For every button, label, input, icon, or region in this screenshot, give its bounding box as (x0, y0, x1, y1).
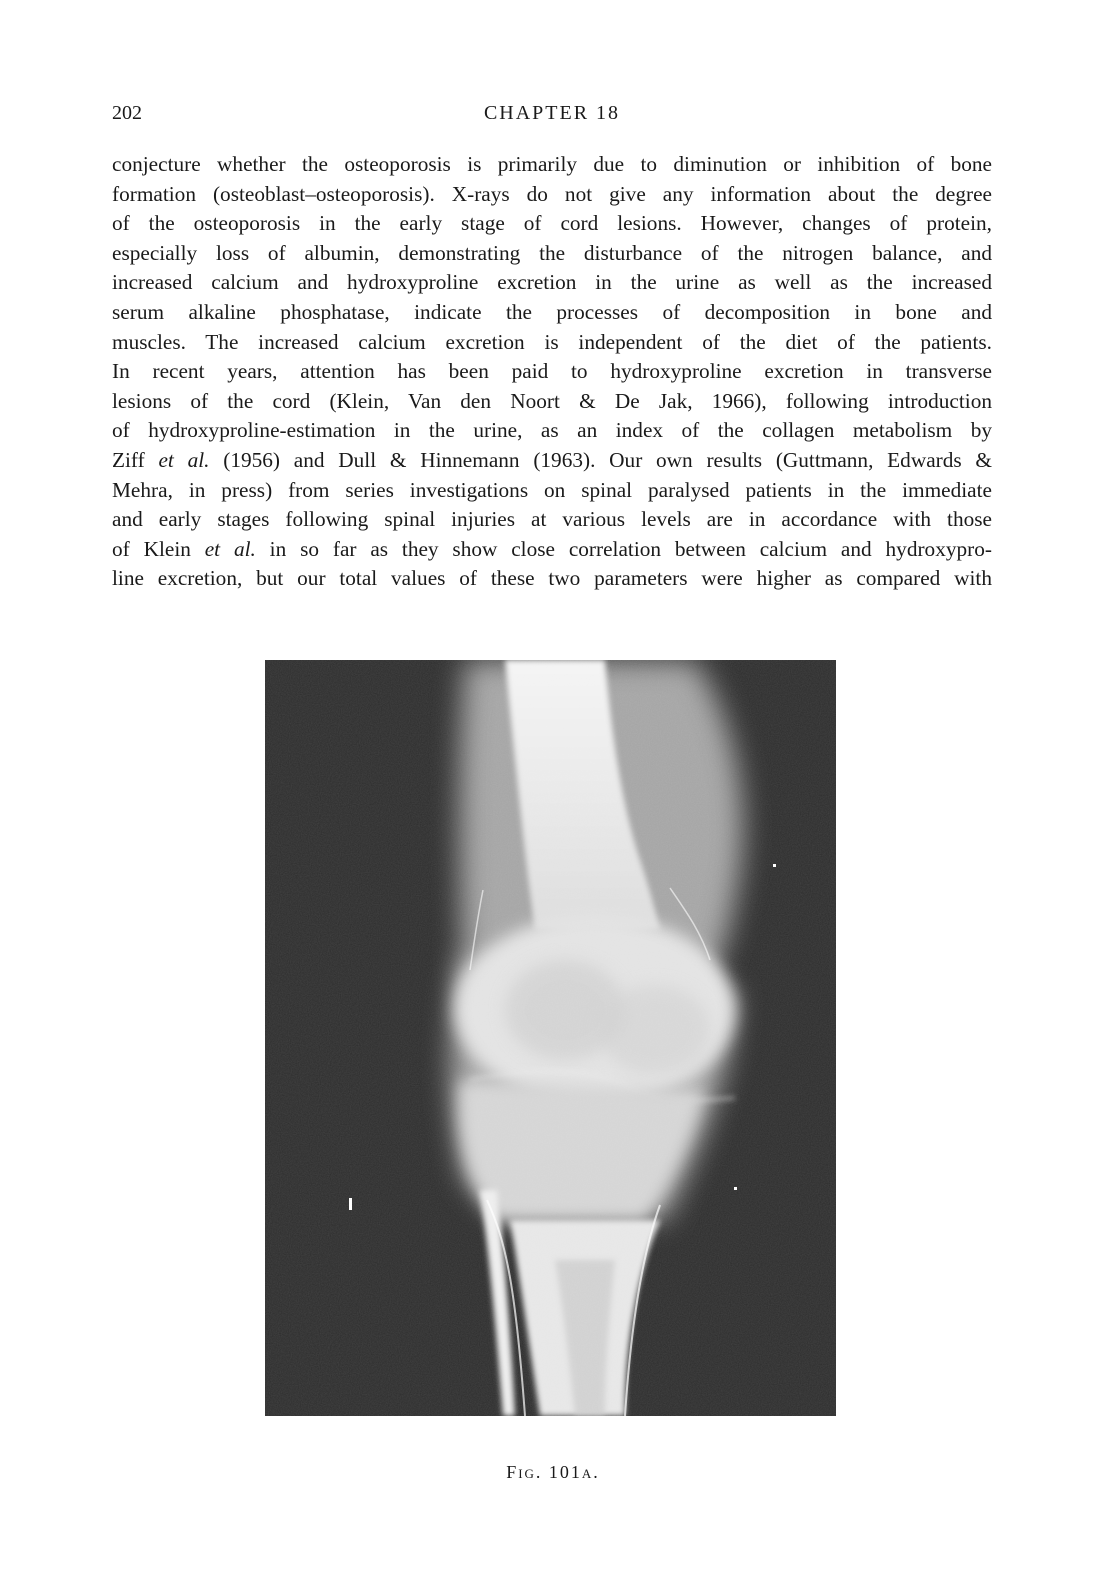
body-paragraph (112, 150, 992, 594)
text-line: formation (osteoblast–osteoporosis). X-rays do not give any information about the degree (112, 181, 992, 206)
knee-xray-image (265, 660, 836, 1416)
text-line: of Klein et al. in so far as they show close correlation between calcium and hydroxypro- (112, 536, 992, 561)
text-line: Ziff et al. (1956) and Dull & Hinnemann (1963). Our own results (Guttmann, Edwards & (112, 447, 992, 472)
text-line: line excretion, but our total values of these two parameters were higher as compared with (112, 566, 992, 591)
citation-et-al: et al. (158, 447, 210, 472)
text-line: increased calcium and hydroxyproline excretion in the urine as well as the increased (112, 270, 992, 295)
text-line: and early stages following spinal injuries at various levels are in accordance with those (112, 507, 992, 532)
figure-caption: Fig. 101a. (506, 1462, 600, 1482)
page-number: 202 (112, 102, 142, 124)
text-line: conjecture whether the osteoporosis is primarily due to diminution or inhibition of bone (112, 152, 992, 176)
running-head: CHAPTER 18 (483, 102, 621, 124)
text-line: of hydroxyproline-estimation in the urine, as an index of the collagen metabolism by (112, 418, 992, 443)
citation-et-al: et al. (204, 536, 256, 561)
text-line: of the osteoporosis in the early stage of cord lesions. However, changes of protein, (112, 211, 992, 236)
film-grain (265, 660, 836, 1416)
page-header (112, 102, 992, 132)
text-line: Mehra, in press) from series investigations on spinal paralysed patients in the immediate (112, 477, 992, 502)
text-line: serum alkaline phosphatase, indicate the processes of decomposition in bone and (112, 299, 992, 324)
text-line: muscles. The increased calcium excretion is independent of the diet of the patients. (112, 329, 992, 354)
text-line: lesions of the cord (Klein, Van den Noort & De Jak, 1966), following introduction (112, 388, 992, 413)
text-line: In recent years, attention has been paid to hydroxyproline excretion in transverse (112, 359, 992, 384)
xray-figure (265, 660, 836, 1416)
text-line: especially loss of albumin, demonstrating the disturbance of the nitrogen balance, and (112, 240, 992, 265)
